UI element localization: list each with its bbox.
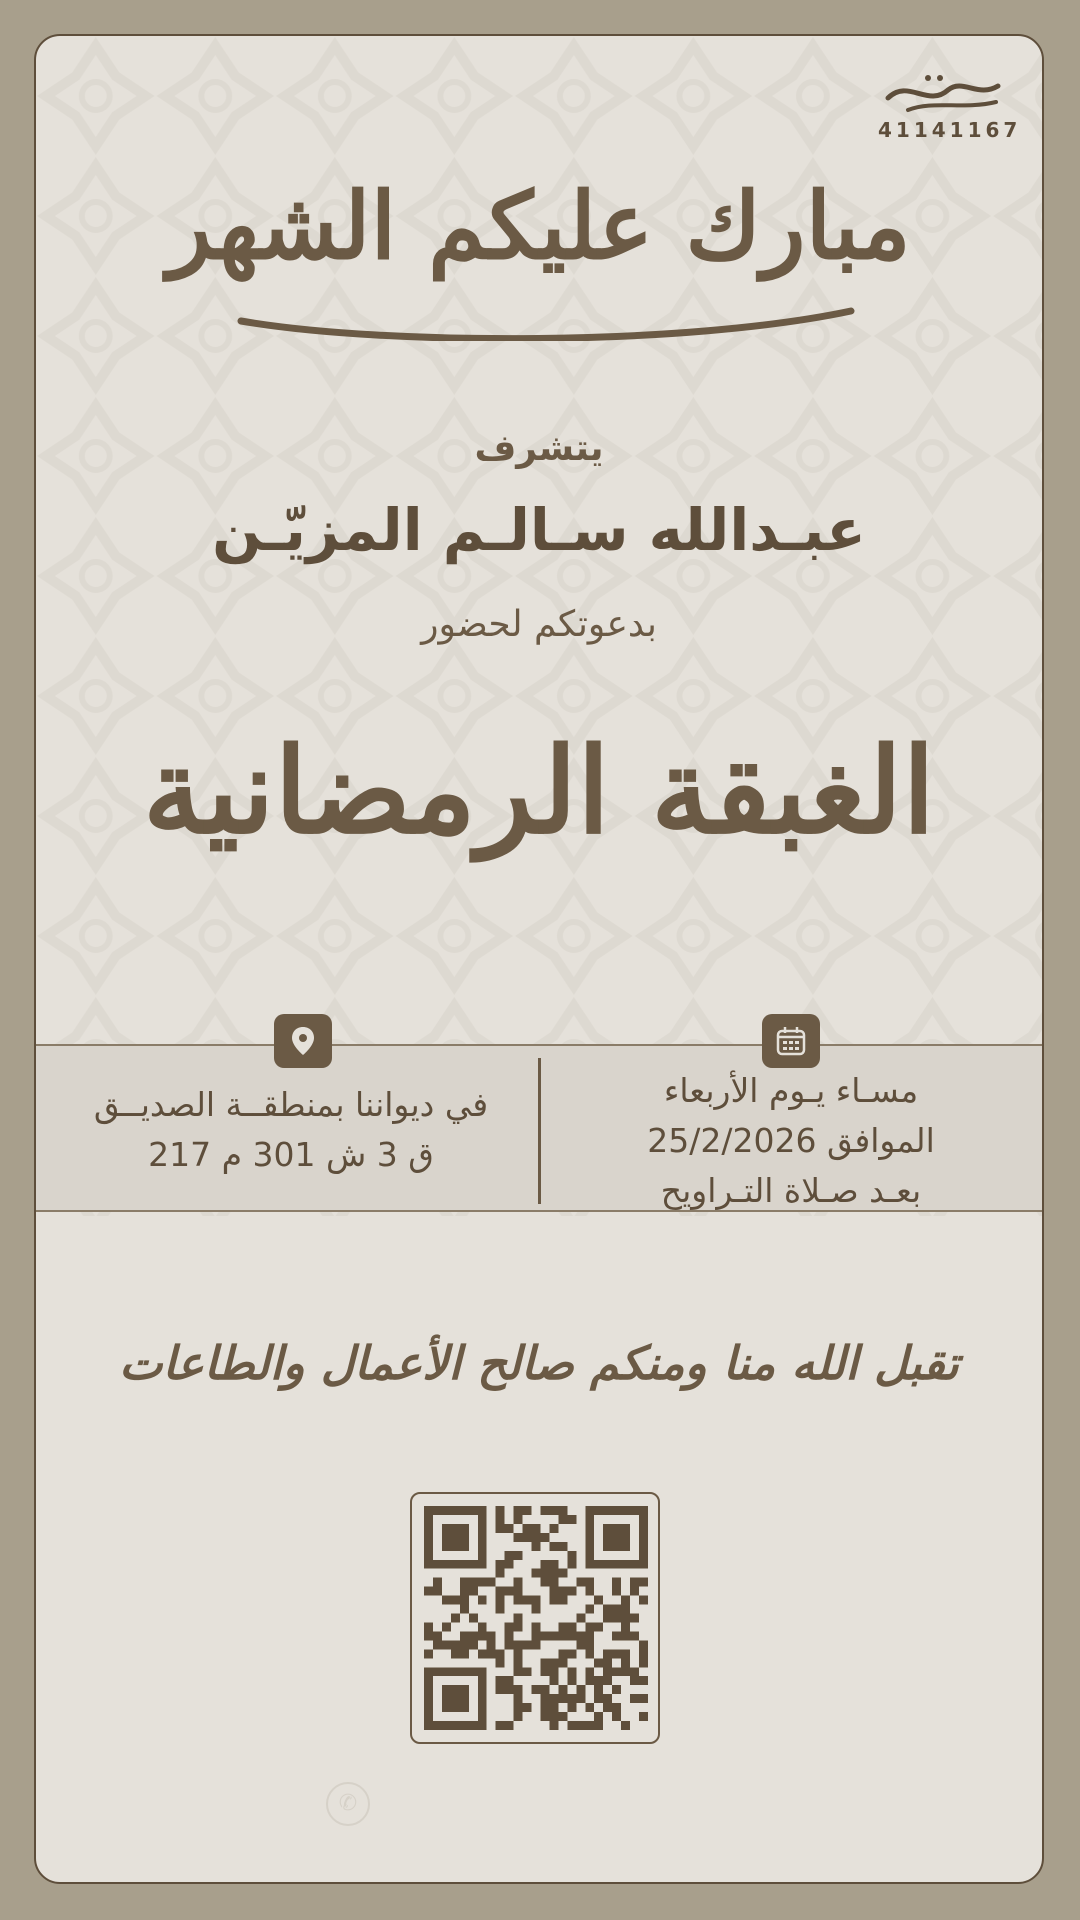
qr-code-image <box>424 1506 648 1730</box>
invitation-card <box>34 34 1044 1884</box>
greeting-underline-stroke <box>236 301 856 341</box>
greeting-title: مبارك عليكم الشهر <box>167 172 911 280</box>
location-line-address: ق 3 ش 301 م 217 <box>148 1135 434 1174</box>
brand-logo <box>878 68 1022 142</box>
honored-label: يتشرف <box>474 428 604 469</box>
date-line-day: مسـاء يـوم الأربعاء <box>663 1071 919 1110</box>
location-line-area: في ديواننا بمنطقــة الصديــق <box>93 1085 489 1124</box>
event-title: الغبقة الرمضانية <box>142 721 936 860</box>
logo-calligraphy-mark <box>878 68 1008 118</box>
event-details-band <box>36 1044 1042 1212</box>
host-name: عبـدالله سـالـم المزيّـن <box>212 496 866 564</box>
calendar-icon <box>762 1014 820 1068</box>
location-details <box>46 1080 536 1180</box>
phone-icon: ✆ <box>326 1782 370 1826</box>
band-divider <box>538 1058 541 1204</box>
location-pin-icon <box>274 1014 332 1068</box>
date-line-date: الموافق 25/2/2026 <box>647 1121 935 1160</box>
blessing-calligraphy: تقبل الله منا ومنكم صالح الأعمال والطاعات <box>119 1336 959 1390</box>
invitation-line: بدعوتكم لحضور <box>421 604 657 645</box>
qr-code[interactable] <box>410 1492 660 1744</box>
date-line-time: بعـد صـلاة التـراويح <box>660 1171 922 1210</box>
date-details <box>556 1066 1026 1216</box>
brand-phone-number: 41141167 <box>878 118 1022 142</box>
